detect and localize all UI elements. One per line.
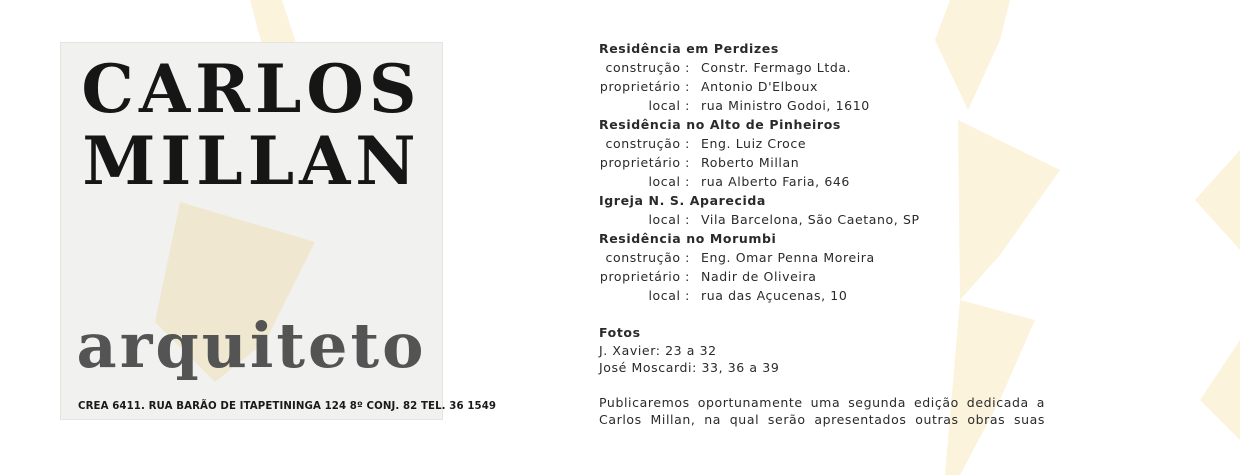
credit-row (599, 267, 1069, 286)
credit-value: Eng. Omar Penna Moreira (701, 250, 875, 265)
credit-label: construção : (605, 250, 690, 265)
project-title: Residência no Morumbi (599, 231, 777, 246)
poster-name-line2: MILLAN (82, 122, 421, 200)
photo-credit-line: José Moscardi: 33, 36 a 39 (599, 360, 780, 375)
photo-credits-title: Fotos (599, 325, 641, 340)
credit-label: local : (648, 174, 690, 189)
credit-value: rua Alberto Faria, 646 (701, 174, 850, 189)
project-perdizes (599, 40, 1069, 115)
credit-row (599, 96, 1069, 115)
credit-value: Antonio D'Elboux (701, 79, 818, 94)
credit-value: rua das Açucenas, 10 (701, 288, 848, 303)
credit-label: proprietário : (599, 79, 690, 94)
project-title: Residência no Alto de Pinheiros (599, 117, 841, 132)
publication-note (599, 394, 1045, 428)
credit-label: proprietário : (599, 269, 690, 284)
publication-note-line: Publicaremos oportunamente uma segunda edição dedicada a (599, 395, 1045, 410)
credit-value: Nadir de Oliveira (701, 269, 817, 284)
photo-credits (599, 324, 1069, 376)
credit-label: local : (648, 212, 690, 227)
credit-label: local : (648, 98, 690, 113)
credit-row (599, 58, 1069, 77)
credit-value: Vila Barcelona, São Caetano, SP (701, 212, 920, 227)
credit-value: Roberto Millan (701, 155, 800, 170)
architect-poster (60, 42, 497, 420)
poster-address: CREA 6411. RUA BARÃO DE ITAPETININGA 124 8º CONJ. 82 TEL. 36 1549 (78, 401, 497, 412)
poster-name-line1: CARLOS (81, 50, 422, 128)
project-title: Residência em Perdizes (599, 41, 779, 56)
credit-row (599, 248, 1069, 267)
credit-row (599, 210, 1069, 229)
project-title: Igreja N. S. Aparecida (599, 193, 766, 208)
credit-value: rua Ministro Godoi, 1610 (701, 98, 870, 113)
credit-label: construção : (605, 60, 690, 75)
poster-profession: arquiteto (76, 309, 427, 382)
project-igreja (599, 192, 1069, 229)
photo-credit-line: J. Xavier: 23 a 32 (599, 343, 717, 358)
credits-column (599, 40, 1069, 428)
project-morumbi (599, 230, 1069, 305)
credit-row (599, 77, 1069, 96)
project-alto-de-pinheiros (599, 116, 1069, 191)
credit-label: local : (648, 288, 690, 303)
credit-label: construção : (605, 136, 690, 151)
credit-value: Eng. Luiz Croce (701, 136, 807, 151)
credit-row (599, 286, 1069, 305)
publication-note-line: Carlos Millan, na qual serão apresentados outras obras suas (599, 412, 1045, 427)
credit-value: Constr. Fermago Ltda. (701, 60, 852, 75)
credit-row (599, 153, 1069, 172)
credit-row (599, 134, 1069, 153)
credit-label: proprietário : (599, 155, 690, 170)
credit-row (599, 172, 1069, 191)
